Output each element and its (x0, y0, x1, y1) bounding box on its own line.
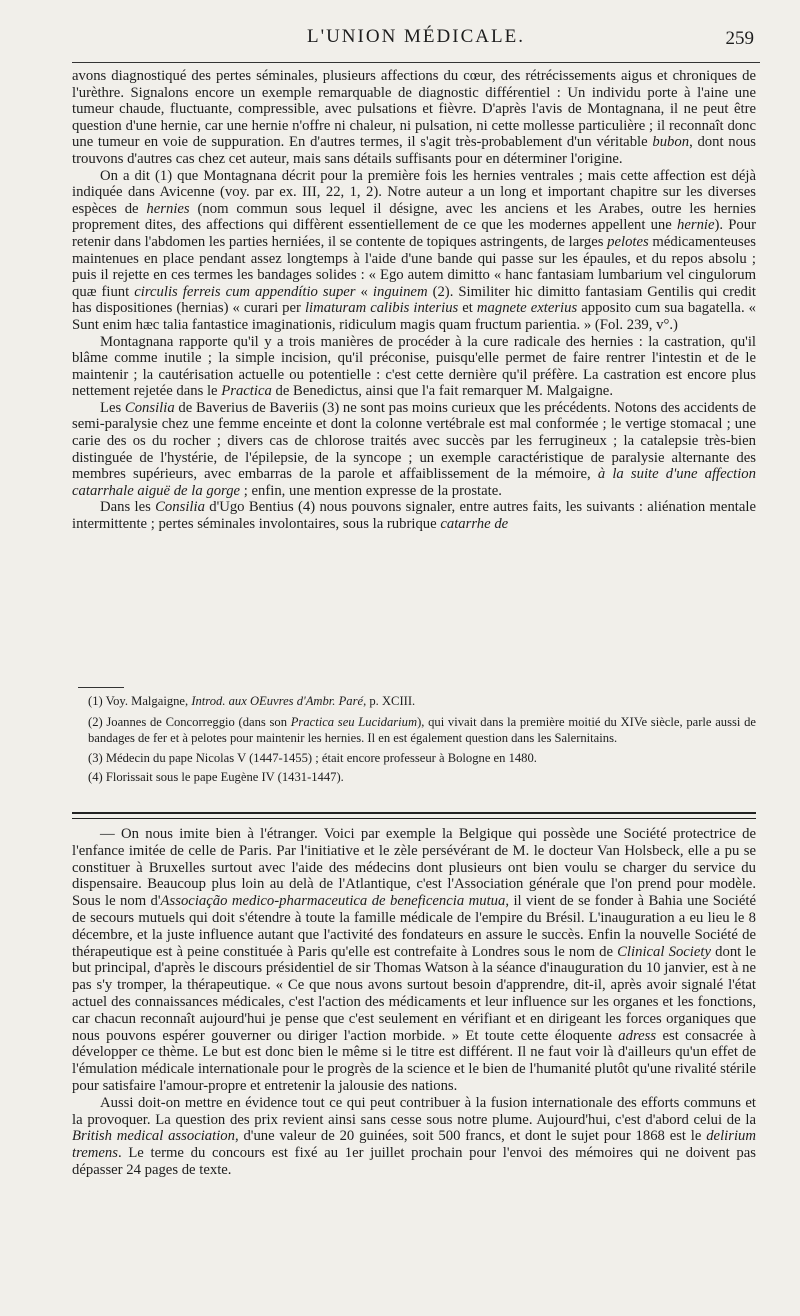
text-run: est consacrée à développer ce thème. Le but est donc bien le même si le titre est différent. Il ne faut voir là d'ailleurs qu'un effet de l'émulation médicale internationale pour le progrès de la science et le bien de l'humanité plutôt qu'une rivalité stérile pour satisfaire l'amour-propre et entretenir la jalousie des nations. (72, 1027, 756, 1094)
text-run: (4) Florissait sous le pape Eugène IV (1431-1447). (88, 770, 344, 785)
paragraph (72, 168, 756, 334)
text-run: , dont nous trouvons d'autres cas chez cet auteur, mais sans détails suffisants pour en déterminer l'origine. (72, 134, 756, 167)
text-run: médicamenteuses maintenues en place pendant assez longtemps à l'aide d'une bande qui passe sur les épaules, et du repos absolu ; puis il rejette en ces termes les bandages solides : « Ego autem dimitto « hanc fantasiam lumbarium vel cingulorum quæ fiunt (72, 233, 756, 300)
italic-text-run: Practica seu Lucidarium (290, 714, 418, 729)
header-rule (72, 62, 760, 63)
italic-text-run: Introd. aux OEuvres d'Ambr. Paré (191, 694, 364, 708)
text-run: ). Pour retenir dans l'abdomen les parties herniées, il se contente de topiques astringents, de larges (72, 217, 757, 250)
italic-text-run: pelotes (607, 233, 649, 250)
section-divider (72, 812, 756, 819)
text-run: Montagnana rapporte qu'il y a trois manières de procéder à la cure radicale des hernies : la castration, qu'il blâme comme inutile ; la simple incision, qu'il préconise, puisqu'elle permet de faire rentrer l'intestin et de le maintenir ; la cautérisation actuelle ou potentielle : c'est cette dernière qu'il préfère. La castration est encore plus nettement rejetée dans le (72, 333, 756, 400)
text-run: « (355, 283, 373, 300)
text-run: , il vient de se fonder à Bahia une Société de secours mutuels qui doit s'étendre à toute la famille médicale de l'empire du Brésil. L'inauguration a eu lieu le 8 décembre, et la juste influence autant que l'activité des fondateurs en assure le succès. Enfin la nouvelle Société de thérapeutique est à peine constituée à Paris qu'elle est contrefaite à Londres sous le nom de (72, 893, 756, 960)
italic-text-run: limaturam calibis interius (304, 300, 459, 317)
footnotes (88, 692, 756, 788)
text-run: apposito cum sua bagatella. « Sunt enim hæc talia fantastice imaginationis, ridiculum magis quam fructum parientia. » (Fol. 239, v°.) (72, 300, 756, 333)
italic-text-run: à la suite d'une affection catarrhale aiguë de la gorge (72, 466, 756, 499)
text-run: Dans les (100, 499, 156, 516)
text-run: et (458, 300, 477, 317)
text-run: avons diagnostiqué des pertes séminales, plusieurs affections du cœur, des rétrécissements aigus et chroniques de l'urèthre. Signalons encore un exemple remarquable de diagnostic différentiel : Un individu porte à l'aine une tumeur chaude, fluctuante, compressible, avec pulsations et fièvre. D'après l'avis de Montagnana, il ne peut être question d'une hernie, car une hernie n'offre ni chaleur, ni pulsation, ni cette mollesse particulière ; il reconnaît donc une tumeur en voie de suppuration. En d'autres termes, il s'agit très-probablement d'un véritable (72, 68, 756, 151)
text-run: (2) Joannes de Concorreggio (dans son (88, 714, 291, 729)
italic-text-run: Clinical Society (617, 943, 712, 960)
paragraph (72, 68, 756, 168)
italic-text-run: Consilia (124, 399, 175, 416)
text-run: (3) Médecin du pape Nicolas V (1447-1455) ; était encore professeur à Bologne en 1480. (88, 750, 537, 765)
news-article (72, 826, 756, 1179)
text-run: — On nous imite bien à l'étranger. Voici par exemple la Belgique qui possède une Société protectrice de l'enfance imitée de celle de Paris. Par l'initiative et le zèle persévérant de M. le docteur Van Holsbeck, elle a pu se constituer à Bruxelles surtout avec l'aide des médecins dont plusieurs ont bien voulu se charger du service du dispensaire. Beaucoup plus loin au delà de l'Atlantique, c'est l'Association générale que l'on prend pour modèle. Sous le nom d' (72, 826, 756, 910)
text-run: d'Ugo Bentius (4) nous pouvons signaler, entre autres faits, les suivants : aliénation mentale intermittente ; pertes séminales involontaires, sous la rubrique (72, 499, 756, 533)
text-run: ), qui vivait dans la première moitié du XIVe siècle, parle aussi de bandages de fer et à pelotes pour maintenir les hernies. Il en est également question dans les Salernitains. (88, 714, 756, 746)
running-title: L'UNION MÉDICALE. (307, 26, 525, 47)
italic-text-run: adress (618, 1027, 657, 1044)
text-run: ; enfin, une mention expresse de la prostate. (240, 482, 502, 499)
main-text-column (72, 68, 756, 533)
italic-text-run: Practica (221, 383, 272, 400)
text-run: , d'une valeur de 20 guinées, soit 500 francs, et dont le sujet pour 1868 est le (234, 1128, 707, 1145)
article-paragraph (72, 826, 756, 1095)
italic-text-run: hernie (676, 217, 715, 234)
text-run: (nom commun sous lequel il désigne, avec les anciens et les Arabes, outre les hernies proprement dites, des affections qui diffèrent essentiellement de ce que les modernes appellent une (72, 200, 756, 234)
italic-text-run: circulis ferreis cum appendítio super (134, 283, 356, 300)
text-run: dont le but principal, d'après le discours présidentiel de sir Thomas Watson à la séance d'inauguration du 10 janvier, est à ne pas s'y tromper, la thérapeutique. « Ce que nous avons surtout besoin d'apprendre, dit-il, après avoir signalé l'état actuel des connaissances médicales, c'est l'action des médicaments et leur influence sur les organes et les fonctions, car chacun reconnaît aujourd'hui je pense que c'est seulement en vérifiant et en dirigeant les forces organiques que nous pouvons espérer gouverner ou diriger l'action morbide. » Et toute cette éloquente (72, 943, 756, 1044)
footnote (88, 768, 756, 788)
footnote-rule (78, 687, 124, 688)
italic-text-run: delirium tremens (72, 1128, 756, 1162)
text-run: de Benedictus, ainsi que l'a fait remarquer M. Malgaigne. (271, 383, 613, 400)
footnote (88, 692, 756, 712)
text-run: Aussi doit-on mettre en évidence tout ce qui peut contribuer à la fusion internationale des efforts communs et la provoquer. La question des prix revient ainsi sans cesse sous notre plume. Aujourd'hui, c'est d'abord celui de la (72, 1094, 756, 1128)
paragraph (72, 334, 756, 400)
article-paragraph (72, 1095, 756, 1179)
italic-text-run: inguinem (372, 283, 428, 300)
page-header (72, 24, 760, 56)
italic-text-run: British medical association (72, 1128, 235, 1145)
text-run: , p. XCIII. (363, 694, 416, 708)
footnote (88, 714, 756, 747)
paragraph (72, 400, 756, 500)
text-run: . Le terme du concours est fixé au 1er juillet prochain pour l'envoi des mémoires qui ne doivent pas dépasser 24 pages de texte. (72, 1145, 756, 1178)
italic-text-run: Associação medico-pharmaceutica de beneficencia mutua (160, 893, 506, 910)
italic-text-run: catarrhe de (440, 516, 509, 533)
italic-text-run: Consilia (155, 499, 205, 516)
footnote (88, 749, 756, 769)
text-run: (2). Similiter hic dimitto fantasiam Gentilis qui credit has dispositiones (hernias) « curari per (72, 283, 757, 317)
paragraph (72, 499, 756, 532)
italic-text-run: bubon (652, 134, 690, 151)
text-run: Les (100, 399, 125, 416)
italic-text-run: magnete exterius (476, 300, 578, 317)
italic-text-run: hernies (146, 200, 190, 217)
text-run: de Baverius de Baveriis (3) ne sont pas moins curieux que les précédents. Notons des accidents de semi-paralysie chez une femme enceinte et dont la colonne vertébrale est mal conformée ; le vertige stomacal ; une carie des os du rocher ; divers cas de chlorose traités avec succès par les ferrugineux ; la catalepsie très-bien distinguée de l'hystérie, de l'épilepsie, de la syncope ; un exemple caractéristique de paralysie alternante des membres supérieurs, avec embarras de la parole et affaiblissement de la mémoire, (72, 399, 756, 483)
text-run: (1) Voy. Malgaigne, (88, 694, 192, 708)
text-run: On a dit (1) que Montagnana décrit pour la première fois les hernies ventrales ; mais cette affection est déjà indiquée dans Avicenne (voy. par ex. III, 22, 1, 2). Notre auteur a un long et important chapitre sur les diverses espèces de (72, 167, 756, 217)
page-number: 259 (725, 28, 754, 49)
